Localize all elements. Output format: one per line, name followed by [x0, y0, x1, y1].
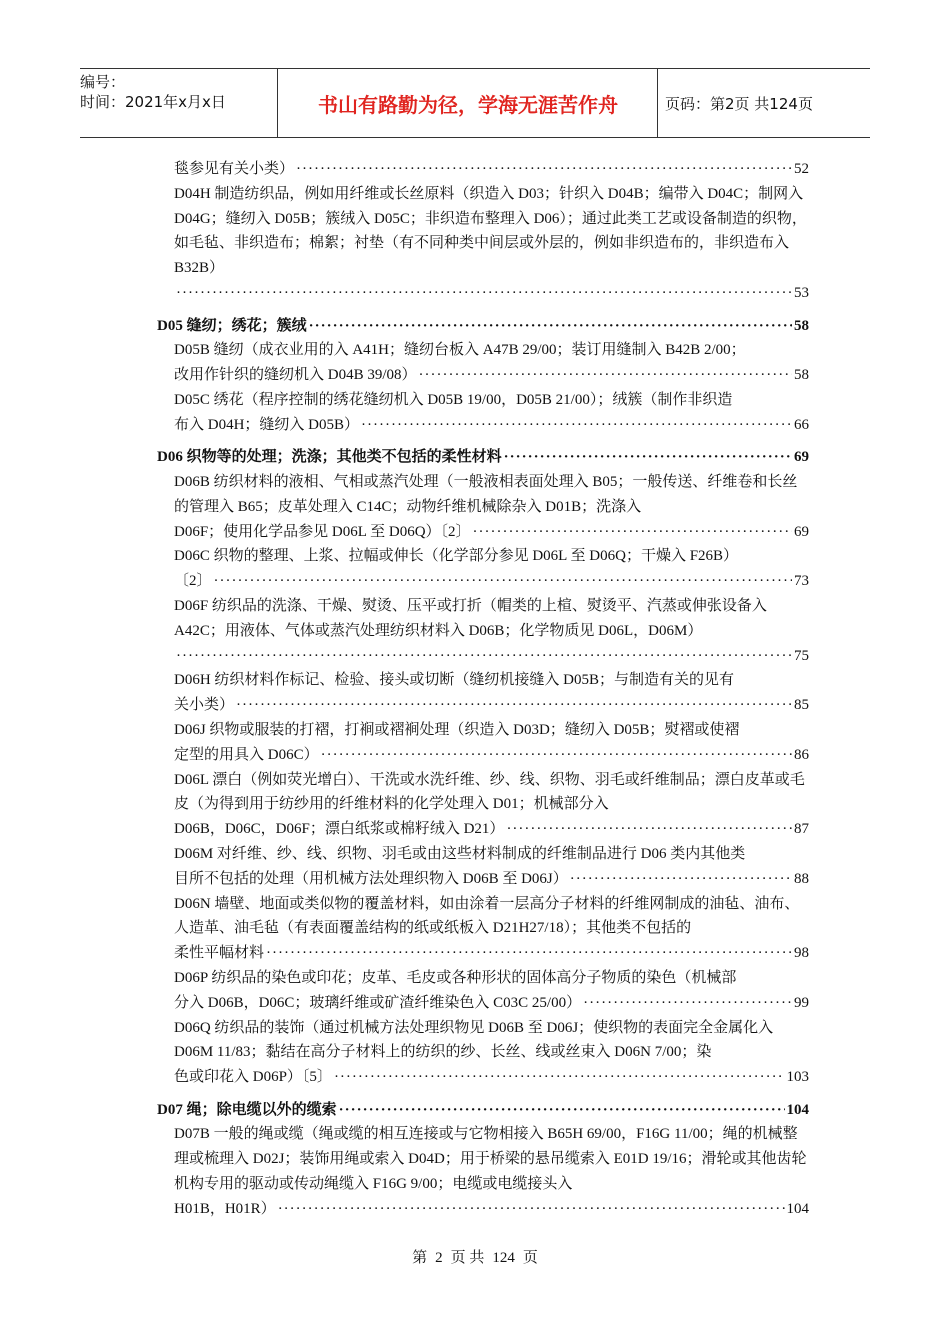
leader-dots: [278, 1197, 785, 1222]
section-title: D07 绳；除电缆以外的缆索: [157, 1101, 337, 1118]
entry-last-line: [174, 413, 809, 438]
toc-entry[interactable]: [174, 594, 809, 668]
header-meta-cell: [80, 69, 278, 137]
toc-entry[interactable]: [174, 388, 809, 438]
entry-text: D06J 织物或服装的打褶，打裥或褶裥处理（织造入 D03D；缝纫入 D05B；熨褶或使褶: [174, 721, 740, 738]
entry-text: D06L 漂白（例如荧光增白）、干洗或水洗纤维、纱、线、织物、羽毛或纤维制品；漂白皮革或毛皮（为得到用于纺纱用的纤维材料的化学处理入 D01；机械部分入: [174, 771, 805, 813]
entry-last-text: 关小类）: [174, 697, 235, 714]
section-page-number: 58: [794, 317, 809, 334]
entry-last-text: 毯参见有关小类）: [174, 161, 295, 177]
leader-dots: [176, 644, 792, 669]
entry-last-text: D06B，D06C，D06F；漂白纸浆或棉籽绒入 D21）: [174, 821, 505, 838]
entry-last-line: [174, 157, 809, 182]
toc-entry[interactable]: [174, 182, 809, 306]
entry-text: D06H 纺织材料作标记、检验、接头或切断（缝纫机接缝入 D05B；与制造有关的见有: [174, 672, 735, 689]
entry-last-text: 改用作针织的缝纫机入 D04B 39/08）: [174, 367, 417, 384]
toc-entry[interactable]: [174, 338, 809, 388]
toc-entry[interactable]: [174, 1122, 809, 1221]
entry-page-number: 99: [794, 994, 809, 1011]
leader-dots: [570, 867, 792, 892]
leader-dots: [334, 1065, 785, 1090]
leader-dots: [339, 1098, 785, 1123]
footer-suffix: 页: [522, 1250, 538, 1266]
leader-dots: [296, 157, 792, 182]
leader-dots: [473, 520, 792, 545]
entry-last-line: [174, 743, 809, 768]
entry-last-text: 布入 D04H；缝纫入 D05B）: [174, 416, 360, 433]
entry-last-line: [174, 1065, 809, 1090]
entry-last-text: 柔性平幅材料: [174, 945, 265, 962]
section-page-number: 69: [794, 449, 809, 466]
motto: 书山有路勤为径，学海无涯苦作舟: [279, 69, 658, 137]
entry-page-number: 88: [794, 870, 809, 887]
footer-total: 124: [492, 1250, 515, 1266]
entry-page-number: 104: [786, 1200, 809, 1217]
entry-last-line: [174, 281, 809, 306]
toc-entry[interactable]: [174, 157, 809, 182]
leader-dots: [236, 693, 792, 718]
toc-entry[interactable]: [174, 668, 809, 718]
entry-last-line: [174, 693, 809, 718]
entry-last-text: 定型的用具入 D06C）: [174, 746, 319, 763]
entry-page-number: 58: [794, 367, 809, 384]
entry-text: D06C 织物的整理、上浆、拉幅或伸长（化学部分参见 D06L 至 D06Q；干燥入 F26B）: [174, 548, 739, 565]
entry-last-text: 分入 D06B，D06C；玻璃纤维或矿渣纤维染色入 C03C 25/00）: [174, 994, 582, 1011]
leader-dots: [583, 991, 792, 1016]
toc-entry[interactable]: [174, 1016, 809, 1090]
toc-content: [157, 157, 809, 1222]
document-header: [80, 68, 870, 138]
entry-last-line: [174, 867, 809, 892]
entry-last-line: [174, 1197, 809, 1222]
toc-entry[interactable]: [174, 470, 809, 544]
toc-section: [157, 157, 809, 306]
entry-text: D07B 一般的绳或缆（绳或缆的相互连接或与它物相接入 B65H 69/00，F16G 11/00；绳的机械整理或梳理入 D02J；装饰用绳或索入 D04D；用于桥梁的悬吊缆索入 E01D 19/16；滑轮或其他齿轮机构专用的驱动或传动绳缆入 F16G 9/00；电缆或电缆接头入: [174, 1126, 807, 1192]
entry-text: D04H 制造纺织品，例如用纤维或长丝原料（织造入 D03；针织入 D04B；编带入 D04C；制网入 D04G；缝纫入 D05B；簇绒入 D05C；非织造布整理入 D06）；通过此类工艺或设备制造的织物，如毛毡、非织造布；棉絮；衬垫（有不同种类中间层或外层的，例如非织造布的，非织造布入 B32B）: [174, 185, 807, 277]
section-heading[interactable]: [157, 445, 809, 470]
entry-last-text: 〔2〕: [174, 573, 212, 590]
entry-text: D05B 缝纫（成衣业用的入 A41H；缝纫台板入 A47B 29/00；装订用缝制入 B42B 2/00；: [174, 342, 746, 359]
toc-entry[interactable]: [174, 718, 809, 768]
leader-dots: [266, 941, 792, 966]
entry-last-line: [174, 569, 809, 594]
entry-page-number: 53: [794, 284, 809, 301]
leader-dots: [506, 817, 792, 842]
entry-last-line: [174, 991, 809, 1016]
entry-page-number: 73: [794, 573, 809, 590]
entry-text: D05C 绣花（程序控制的绣花缝纫机入 D05B 19/00，D05B 21/00）；绒簇（制作非织造: [174, 391, 733, 408]
entry-last-text: D06F；使用化学品参见 D06L 至 D06Q）〔2〕: [174, 523, 471, 540]
number-label: 编号：: [80, 73, 126, 91]
entry-last-text: 色或印花入 D06P）〔5〕: [174, 1069, 332, 1086]
entry-page-number: 87: [794, 821, 809, 838]
entry-last-line: [174, 644, 809, 669]
entry-text: D06B 纺织材料的液相、气相或蒸汽处理（一般液相表面处理入 B05；一般传送、纤维卷和长丝的管理入 B65；皮革处理入 C14C；动物纤维机械除杂入 D01B；洗涤入: [174, 473, 798, 515]
entry-last-text: 目所不包括的处理（用机械方法处理织物入 D06B 至 D06J）: [174, 870, 568, 887]
entry-text: D06F 纺织品的洗涤、干燥、熨烫、压平或打折（帽类的上楦、熨烫平、汽蒸或伸张设备入 A42C；用液体、气体或蒸汽处理纺织材料入 D06B；化学物质见 D06L，D06M）: [174, 597, 767, 639]
footer-page: 2: [435, 1250, 443, 1266]
toc-entry[interactable]: [174, 768, 809, 842]
page-info: 页码：第2页 共124页: [665, 94, 813, 113]
entry-last-line: [174, 520, 809, 545]
entry-page-number: 98: [794, 945, 809, 962]
entry-text: D06M 对纤维、纱、线、织物、羽毛或由这些材料制成的纤维制品进行 D06 类内其他类: [174, 845, 746, 862]
section-heading[interactable]: [157, 1098, 809, 1123]
toc-section: [157, 1098, 809, 1222]
leader-dots: [321, 743, 792, 768]
toc-entry[interactable]: [174, 966, 809, 1016]
toc-section: [157, 314, 809, 438]
section-heading[interactable]: [157, 314, 809, 339]
section-title: D06 织物等的处理；洗涤；其他类不包括的柔性材料: [157, 449, 502, 466]
entry-text: D06P 纺织品的染色或印花；皮革、毛皮或各种形状的固体高分子物质的染色（机械部: [174, 969, 737, 986]
entry-text: D06N 墙壁、地面或类似物的覆盖材料，如由涂着一层高分子材料的纤维网制成的油毡、油布、人造革、油毛毡（有表面覆盖结构的纸或纸板入 D21H27/18）；其他类不包括的: [174, 895, 800, 937]
leader-dots: [309, 314, 792, 339]
entry-page-number: 66: [794, 416, 809, 433]
footer-prefix: 第: [412, 1250, 428, 1266]
toc-entry[interactable]: [174, 892, 809, 966]
section-page-number: 104: [786, 1101, 809, 1118]
leader-dots: [176, 281, 792, 306]
entry-page-number: 103: [786, 1069, 809, 1086]
entry-last-line: [174, 363, 809, 388]
entry-last-line: [174, 817, 809, 842]
entry-last-line: [174, 941, 809, 966]
page-footer: [0, 1246, 950, 1267]
entry-page-number: 75: [794, 647, 809, 664]
leader-dots: [361, 413, 792, 438]
entry-page-number: 52: [794, 161, 809, 177]
toc-entry[interactable]: [174, 842, 809, 892]
entry-page-number: 69: [794, 523, 809, 540]
toc-entry[interactable]: [174, 544, 809, 594]
leader-dots: [214, 569, 792, 594]
entry-last-text: H01B，H01R）: [174, 1200, 276, 1217]
footer-middle: 页 共: [450, 1250, 485, 1266]
entry-text: D06Q 纺织品的装饰（通过机械方法处理织物见 D06B 至 D06J；使织物的表面完全金属化入 D06M 11/83；黏结在高分子材料上的纺织的纱、长丝、线或丝束入 D06N 7/00；染: [174, 1019, 774, 1061]
toc-section: [157, 445, 809, 1089]
leader-dots: [419, 363, 792, 388]
time-label: 时间：2021年x月x日: [80, 93, 226, 111]
entry-page-number: 86: [794, 746, 809, 763]
leader-dots: [504, 445, 792, 470]
section-title: D05 缝纫；绣花；簇绒: [157, 317, 307, 334]
entry-page-number: 85: [794, 697, 809, 714]
